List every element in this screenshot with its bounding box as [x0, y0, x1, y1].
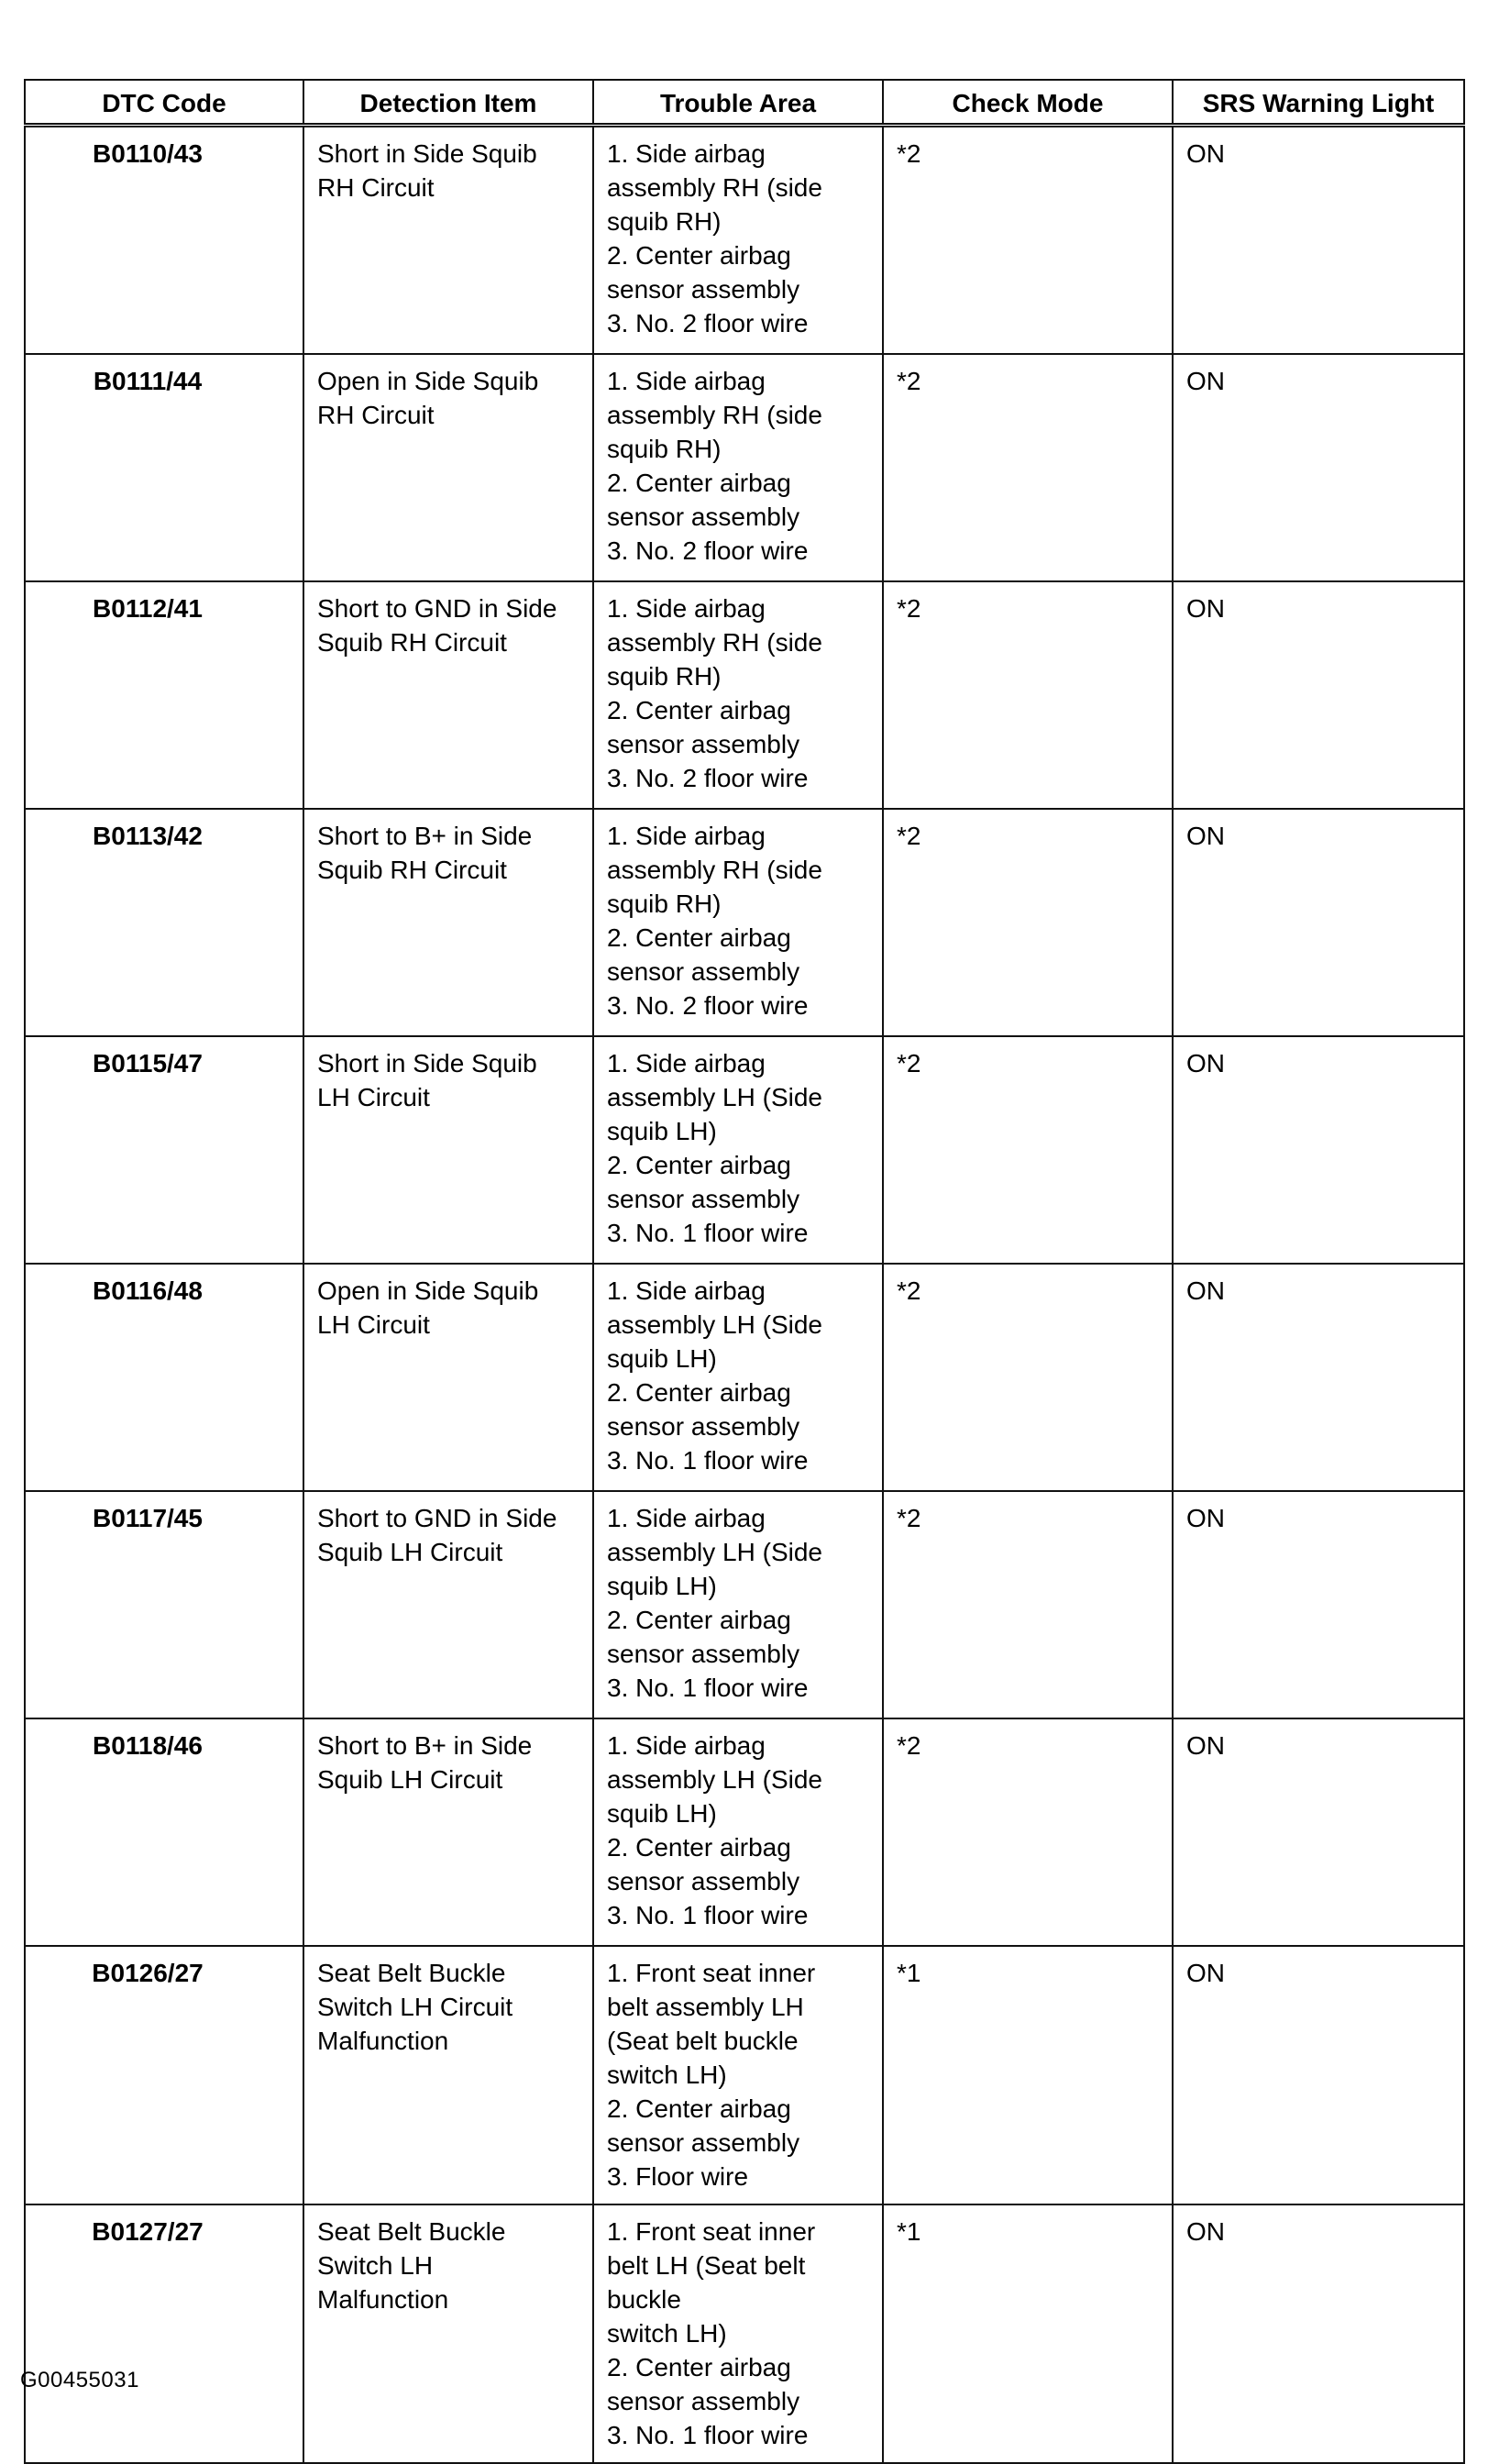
table-header — [25, 80, 1464, 126]
trouble-area-line: belt assembly LH — [607, 1993, 804, 2021]
table-body — [25, 126, 1464, 2464]
trouble-area-line: switch LH) — [607, 2319, 727, 2348]
srs-warning-light-cell: ON — [1173, 581, 1464, 809]
trouble-area-line: 1. Side airbag — [607, 1276, 766, 1305]
trouble-area-line: 2. Center airbag — [607, 2094, 791, 2123]
table-row — [25, 126, 1464, 355]
trouble-area-line: assembly LH (Side — [607, 1538, 822, 1566]
trouble-area-line: 2. Center airbag — [607, 696, 791, 724]
trouble-area-line: 2. Center airbag — [607, 1833, 791, 1862]
trouble-area-line: (Seat belt buckle — [607, 2027, 799, 2055]
trouble-area-line: 3. No. 2 floor wire — [607, 991, 809, 1020]
table-row — [25, 1718, 1464, 1946]
detection-item-line: Squib RH Circuit — [317, 628, 507, 657]
srs-warning-light-cell: ON — [1173, 1491, 1464, 1718]
trouble-area-line: 1. Side airbag — [607, 1504, 766, 1532]
check-mode-cell: *2 — [883, 581, 1173, 809]
detection-item-line: Switch LH Circuit — [317, 1993, 513, 2021]
trouble-area-cell — [593, 354, 883, 581]
trouble-area-line: 1. Side airbag — [607, 594, 766, 623]
trouble-area-line: assembly RH (side — [607, 173, 822, 202]
header-detection-item: Detection Item — [303, 80, 593, 126]
srs-warning-light-cell: ON — [1173, 1718, 1464, 1946]
trouble-area-line: sensor assembly — [607, 275, 800, 304]
srs-warning-light-cell: ON — [1173, 354, 1464, 581]
trouble-area-line: squib LH) — [607, 1344, 717, 1373]
detection-item-line: Malfunction — [317, 2285, 449, 2314]
trouble-area-line: sensor assembly — [607, 957, 800, 986]
dtc-table — [24, 79, 1465, 2464]
detection-item-cell — [303, 1946, 593, 2204]
trouble-area-line: 1. Side airbag — [607, 822, 766, 850]
detection-item-cell — [303, 581, 593, 809]
header-row — [25, 80, 1464, 126]
trouble-area-line: assembly RH (side — [607, 401, 822, 429]
detection-item-line: Short to B+ in Side — [317, 1731, 533, 1760]
detection-item-line: Switch LH — [317, 2251, 434, 2280]
trouble-area-cell — [593, 1264, 883, 1491]
table-row — [25, 1946, 1464, 2204]
detection-item-line: Open in Side Squib — [317, 1276, 539, 1305]
trouble-area-line: squib LH) — [607, 1117, 717, 1145]
dtc-code-cell: B0113/42 — [25, 809, 303, 1036]
table-row — [25, 1491, 1464, 1718]
detection-item-line: Short to GND in Side — [317, 1504, 557, 1532]
header-dtc-code: DTC Code — [25, 80, 303, 126]
trouble-area-line: sensor assembly — [607, 1867, 800, 1895]
detection-item-cell — [303, 1036, 593, 1264]
trouble-area-line: sensor assembly — [607, 1640, 800, 1668]
check-mode-cell: *2 — [883, 1264, 1173, 1491]
dtc-code-cell: B0111/44 — [25, 354, 303, 581]
trouble-area-line: 2. Center airbag — [607, 1378, 791, 1407]
table-row — [25, 1264, 1464, 1491]
detection-item-line: Squib LH Circuit — [317, 1765, 503, 1794]
trouble-area-line: 1. Front seat inner — [607, 2217, 816, 2246]
detection-item-line: Short to GND in Side — [317, 594, 557, 623]
trouble-area-line: sensor assembly — [607, 1412, 800, 1441]
detection-item-cell — [303, 354, 593, 581]
check-mode-cell: *2 — [883, 1036, 1173, 1264]
dtc-code-cell: B0126/27 — [25, 1946, 303, 2204]
table-row — [25, 809, 1464, 1036]
detection-item-line: LH Circuit — [317, 1310, 430, 1339]
dtc-code-cell: B0116/48 — [25, 1264, 303, 1491]
trouble-area-cell — [593, 1718, 883, 1946]
trouble-area-line: 3. No. 1 floor wire — [607, 1446, 809, 1475]
trouble-area-cell — [593, 581, 883, 809]
detection-item-line: Malfunction — [317, 2027, 449, 2055]
header-srs-warning-light: SRS Warning Light — [1173, 80, 1464, 126]
dtc-code-cell: B0127/27 — [25, 2204, 303, 2463]
detection-item-line: RH Circuit — [317, 173, 435, 202]
dtc-code-cell: B0110/43 — [25, 126, 303, 355]
detection-item-line: Short to B+ in Side — [317, 822, 533, 850]
dtc-code-cell: B0112/41 — [25, 581, 303, 809]
trouble-area-cell — [593, 2204, 883, 2463]
trouble-area-line: 3. No. 1 floor wire — [607, 1219, 809, 1247]
detection-item-cell — [303, 809, 593, 1036]
detection-item-line: LH Circuit — [317, 1083, 430, 1111]
dtc-code-cell: B0118/46 — [25, 1718, 303, 1946]
dtc-code-cell: B0117/45 — [25, 1491, 303, 1718]
trouble-area-cell — [593, 809, 883, 1036]
detection-item-line: Short in Side Squib — [317, 1049, 537, 1077]
trouble-area-line: 3. No. 1 floor wire — [607, 1901, 809, 1929]
trouble-area-line: 1. Side airbag — [607, 367, 766, 395]
trouble-area-cell — [593, 1491, 883, 1718]
detection-item-cell — [303, 1491, 593, 1718]
trouble-area-line: 3. No. 2 floor wire — [607, 309, 809, 337]
trouble-area-line: squib RH) — [607, 207, 722, 236]
trouble-area-line: 1. Side airbag — [607, 139, 766, 168]
detection-item-line: Squib RH Circuit — [317, 856, 507, 884]
trouble-area-line: 2. Center airbag — [607, 469, 791, 497]
trouble-area-line: 3. No. 1 floor wire — [607, 2421, 809, 2449]
trouble-area-line: 2. Center airbag — [607, 1151, 791, 1179]
trouble-area-line: sensor assembly — [607, 730, 800, 758]
check-mode-cell: *1 — [883, 2204, 1173, 2463]
trouble-area-line: switch LH) — [607, 2061, 727, 2089]
trouble-area-line: squib LH) — [607, 1799, 717, 1828]
srs-warning-light-cell: ON — [1173, 1264, 1464, 1491]
table-row — [25, 354, 1464, 581]
trouble-area-cell — [593, 1946, 883, 2204]
trouble-area-line: 2. Center airbag — [607, 1606, 791, 1634]
trouble-area-line: sensor assembly — [607, 2387, 800, 2415]
trouble-area-line: 1. Front seat inner — [607, 1959, 816, 1987]
detection-item-line: Seat Belt Buckle — [317, 1959, 506, 1987]
detection-item-line: Open in Side Squib — [317, 367, 539, 395]
trouble-area-line: assembly RH (side — [607, 628, 822, 657]
trouble-area-line: 1. Side airbag — [607, 1049, 766, 1077]
detection-item-line: Seat Belt Buckle — [317, 2217, 506, 2246]
trouble-area-line: 2. Center airbag — [607, 923, 791, 952]
srs-warning-light-cell: ON — [1173, 1946, 1464, 2204]
trouble-area-line: squib RH) — [607, 889, 722, 918]
header-trouble-area: Trouble Area — [593, 80, 883, 126]
trouble-area-line: 1. Side airbag — [607, 1731, 766, 1760]
trouble-area-line: belt LH (Seat belt — [607, 2251, 806, 2280]
trouble-area-line: sensor assembly — [607, 503, 800, 531]
table-row — [25, 2204, 1464, 2463]
detection-item-cell — [303, 2204, 593, 2463]
check-mode-cell: *2 — [883, 126, 1173, 355]
trouble-area-line: 3. No. 2 floor wire — [607, 536, 809, 565]
check-mode-cell: *2 — [883, 354, 1173, 581]
trouble-area-line: squib LH) — [607, 1572, 717, 1600]
trouble-area-line: squib RH) — [607, 435, 722, 463]
trouble-area-line: sensor assembly — [607, 1185, 800, 1213]
trouble-area-line: buckle — [607, 2285, 681, 2314]
detection-item-cell — [303, 1718, 593, 1946]
detection-item-cell — [303, 1264, 593, 1491]
table-row — [25, 581, 1464, 809]
trouble-area-line: assembly LH (Side — [607, 1310, 822, 1339]
check-mode-cell: *2 — [883, 1491, 1173, 1718]
trouble-area-line: squib RH) — [607, 662, 722, 691]
table-row — [25, 1036, 1464, 1264]
srs-warning-light-cell: ON — [1173, 1036, 1464, 1264]
trouble-area-line: 3. Floor wire — [607, 2162, 749, 2191]
srs-warning-light-cell: ON — [1173, 2204, 1464, 2463]
detection-item-line: RH Circuit — [317, 401, 435, 429]
check-mode-cell: *2 — [883, 1718, 1173, 1946]
figure-id: G00455031 — [20, 2368, 139, 2392]
srs-warning-light-cell: ON — [1173, 809, 1464, 1036]
trouble-area-line: 2. Center airbag — [607, 2353, 791, 2381]
check-mode-cell: *1 — [883, 1946, 1173, 2204]
trouble-area-cell — [593, 1036, 883, 1264]
trouble-area-line: sensor assembly — [607, 2128, 800, 2157]
check-mode-cell: *2 — [883, 809, 1173, 1036]
trouble-area-line: assembly RH (side — [607, 856, 822, 884]
trouble-area-line: 3. No. 2 floor wire — [607, 764, 809, 792]
detection-item-line: Squib LH Circuit — [317, 1538, 503, 1566]
trouble-area-line: assembly LH (Side — [607, 1083, 822, 1111]
header-check-mode: Check Mode — [883, 80, 1173, 126]
trouble-area-line: 2. Center airbag — [607, 241, 791, 270]
dtc-code-cell: B0115/47 — [25, 1036, 303, 1264]
trouble-area-cell — [593, 126, 883, 355]
detection-item-cell — [303, 126, 593, 355]
srs-warning-light-cell: ON — [1173, 126, 1464, 355]
trouble-area-line: 3. No. 1 floor wire — [607, 1674, 809, 1702]
trouble-area-line: assembly LH (Side — [607, 1765, 822, 1794]
detection-item-line: Short in Side Squib — [317, 139, 537, 168]
